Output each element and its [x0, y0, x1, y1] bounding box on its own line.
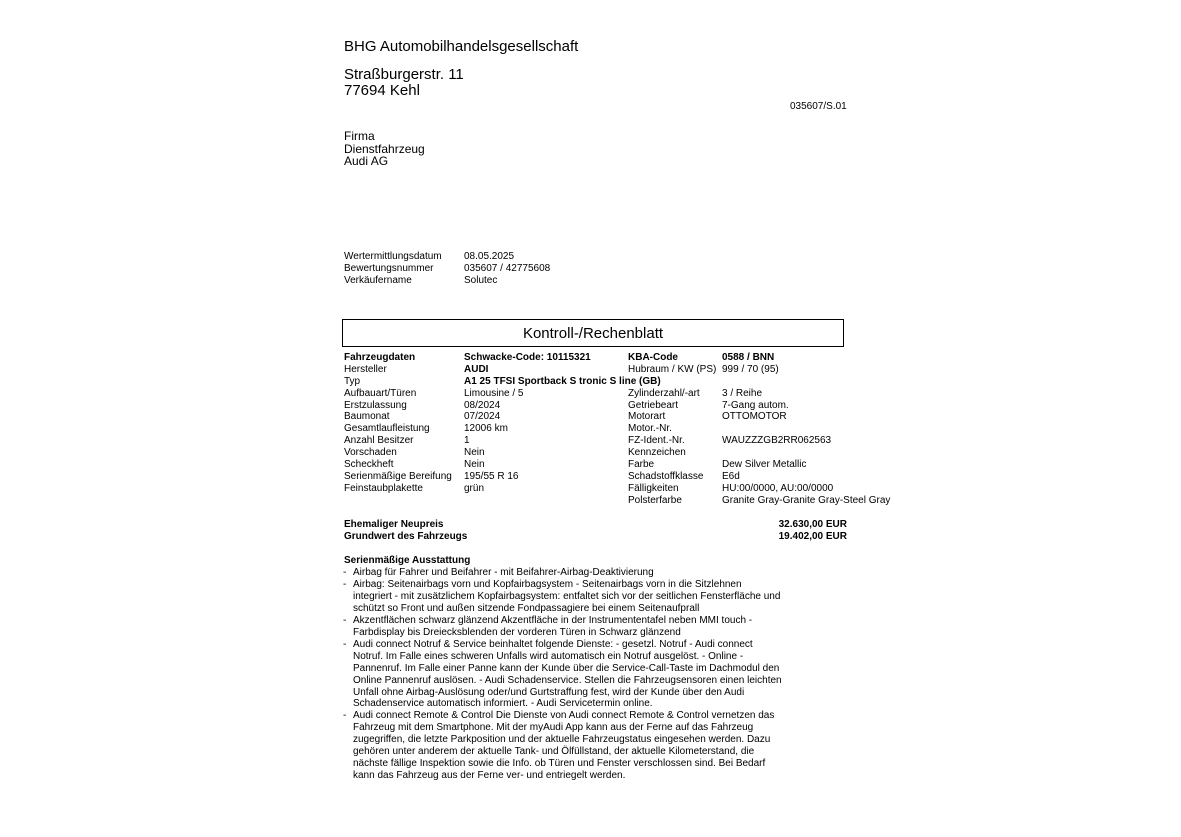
- recipient-block: [344, 130, 425, 168]
- meta-row: [344, 275, 498, 287]
- equipment-list: [343, 567, 783, 782]
- equipment-text: Airbag für Fahrer und Beifahrer - mit Beifahrer-Airbag-Deaktivierung: [353, 567, 654, 578]
- cell: OTTOMOTOR: [722, 411, 787, 423]
- table-row: [344, 388, 889, 400]
- equipment-text: Airbag: Seitenairbags vorn und Kopfairbagsystem - Seitenairbags vorn in die Sitzlehnen integriert - mit zusätzlichem Kopfairbagsystem: entfaltet sich vor der seitlichen Fensterfläche und schützt so Front und außen sitzende Fondpassagiere bei einem Seitenaufprall: [353, 578, 781, 614]
- cell: Getriebeart: [628, 399, 679, 411]
- cell: Granite Gray-Granite Gray-Steel Gray: [722, 494, 891, 506]
- cell: WAUZZZGB2RR062563: [722, 435, 832, 447]
- equipment-text: Audi connect Notruf & Service beinhaltet folgende Dienste: - gesetzl. Notruf - Audi connect Notruf. Im Falle eines schweren Unfalls wird automatisch ein Notruf ausgelöst. - Online -Pannenruf. Im Falle einer Panne kann der Kunde über die Service-Call-Taste im Dachmodul den Online Pannenruf auslösen. - Audi Schadenservice. Stellen die Fahrzeugsensoren einen leichten Unfall ohne Airbag-Auslösung oder/und Gurtstraffung fest, wird der Kunde über den Audi Schadenservice automatisch informiert. - Audi Servicetermin online.: [353, 638, 782, 710]
- table-row: [344, 435, 889, 447]
- cell: Serienmäßige Bereifung: [344, 470, 452, 482]
- cell: Limousine / 5: [464, 387, 524, 399]
- cell: Aufbauart/Türen: [344, 387, 417, 399]
- table-row: [344, 364, 889, 376]
- list-item: - Audi connect Notruf & Service beinhaltet folgende Dienste: - gesetzl. Notruf - Audi connect Notruf. Im Falle eines schweren Unfalls wird automatisch ein Notruf ausgelöst. - Online -Pannenruf. Im Falle einer Panne kann der Kunde über die Service-Call-Taste im Dachmodul den Online Pannenruf auslösen. - Audi Schadenservice. Stellen die Fahrzeugsensoren einen leichten Unfall ohne Airbag-Auslösung oder/und Gurtstraffung fest, wird der Kunde über den Audi Schadenservice automatisch informiert. - Audi Servicetermin online.: [343, 638, 782, 710]
- cell: Baumonat: [344, 411, 390, 423]
- recipient-line: Audi AG: [344, 154, 389, 168]
- table-row: [344, 376, 889, 388]
- table-row: [344, 495, 889, 507]
- cell: Vorschaden: [344, 447, 397, 459]
- cell: Gesamtlaufleistung: [344, 423, 430, 435]
- company-name: BHG Automobilhandelsgesellschaft: [344, 38, 579, 55]
- meta-value: 08.05.2025: [464, 251, 515, 262]
- cell: Fälligkeiten: [628, 482, 679, 494]
- vehicle-data-header: [344, 352, 889, 364]
- meta-value: 035607 / 42775608: [464, 263, 551, 274]
- cell: Schadstoffklasse: [628, 470, 704, 482]
- list-item: - Akzentflächen schwarz glänzend Akzentfläche in der Instrumententafel neben MMI touch -Farbdisplay bis Dreiecksblenden der vorderen Türen in Schwarz glänzend: [343, 614, 753, 638]
- cell: 7-Gang autom.: [722, 399, 789, 411]
- meta-label: Bewertungsnummer: [344, 263, 434, 274]
- table-row: [344, 447, 889, 459]
- cell: Zylinderzahl/-art: [628, 387, 700, 399]
- cell: KBA-Code: [628, 352, 678, 363]
- price-label: Ehemaliger Neupreis: [344, 519, 444, 530]
- cell: Nein: [464, 447, 485, 459]
- recipient-line: Dienstfahrzeug: [344, 141, 425, 156]
- meta-label: Wertermittlungsdatum: [344, 251, 442, 262]
- meta-label: Verkäufername: [344, 275, 412, 286]
- cell: Anzahl Besitzer: [344, 435, 414, 447]
- cell: Motor.-Nr.: [628, 423, 672, 435]
- price-row: [344, 531, 847, 543]
- cell: Polsterfarbe: [628, 494, 682, 506]
- cell: 1: [464, 435, 470, 447]
- price-amount: 32.630,00 EUR: [778, 519, 847, 530]
- cell: grün: [464, 482, 485, 494]
- cell: Farbe: [628, 459, 655, 471]
- price-row: [344, 519, 847, 531]
- reference-number: 035607/S.01: [790, 101, 847, 112]
- list-item: - Audi connect Remote & Control Die Dienste von Audi connect Remote & Control vernetzen das Fahrzeug mit dem Smartphone. Mit der myAudi App kann aus der Ferne auf das Fahrzeug zugegriffen, die letzte Parkposition und der aktuelle Fahrzeugstatus eingesehen werden. Dazu gehören unter anderem der aktuelle Tank- und Ölfüllstand, der aktuelle Kilometerstand, die nächste fällige Inspektion sowie die Info. ob Türen und Fenster verschlossen sind. Bei Bedarf kann das Fahrzeug aus der Ferne ver- und entriegelt werden.: [343, 710, 775, 782]
- meta-row: [344, 251, 515, 263]
- cell: Dew Silver Metallic: [722, 459, 807, 471]
- table-row: [344, 411, 889, 423]
- equipment-title: Serienmäßige Ausstattung: [344, 555, 471, 566]
- cell: 3 / Reihe: [722, 387, 763, 399]
- city: 77694 Kehl: [344, 82, 420, 99]
- price-summary: [344, 519, 847, 543]
- table-row: [344, 400, 889, 412]
- cell: Kennzeichen: [628, 447, 686, 459]
- table-row: [344, 471, 889, 483]
- sheet-title: Kontroll-/Rechenblatt: [342, 319, 844, 347]
- cell: Nein: [464, 459, 485, 471]
- cell: Feinstaubplakette: [344, 482, 423, 494]
- cell: 195/55 R 16: [464, 470, 519, 482]
- price-amount: 19.402,00 EUR: [778, 531, 847, 542]
- cell: A1 25 TFSI Sportback S tronic S line (GB): [464, 375, 661, 387]
- cell: Scheckheft: [344, 459, 394, 471]
- cell: 08/2024: [464, 399, 501, 411]
- cell: Schwacke-Code: 10115321: [464, 352, 591, 363]
- list-item: - Airbag für Fahrer und Beifahrer - mit Beifahrer-Airbag-Deaktivierung: [343, 567, 654, 578]
- cell: Hersteller: [344, 363, 387, 375]
- cell: AUDI: [464, 363, 489, 375]
- cell: 07/2024: [464, 411, 501, 423]
- valuation-meta: [344, 251, 551, 287]
- equipment-text: Audi connect Remote & Control Die Dienste von Audi connect Remote & Control vernetzen das Fahrzeug mit dem Smartphone. Mit der myAudi App kann aus der Ferne auf das Fahrzeug zugegriffen, die letzte Parkposition und der aktuelle Fahrzeugstatus eingesehen werden. Dazu gehören unter anderem der aktuelle Tank- und Ölfüllstand, der aktuelle Kilometerstand, die nächste fällige Inspektion sowie die Info. ob Türen und Fenster verschlossen sind. Bei Bedarf kann das Fahrzeug aus der Ferne ver- und entriegelt werden.: [353, 710, 775, 782]
- cell: E6d: [722, 470, 740, 482]
- table-row: [344, 483, 889, 495]
- street: Straßburgerstr. 11: [344, 66, 464, 83]
- cell: Motorart: [628, 411, 666, 423]
- cell: 0588 / BNN: [722, 352, 775, 363]
- cell: FZ-Ident.-Nr.: [628, 435, 685, 447]
- meta-value: Solutec: [464, 275, 498, 286]
- table-row: [344, 423, 889, 435]
- cell: Fahrzeugdaten: [344, 352, 416, 363]
- cell: 12006 km: [464, 423, 508, 435]
- recipient-line: Firma: [344, 129, 375, 143]
- price-label: Grundwert des Fahrzeugs: [344, 531, 468, 542]
- table-row: [344, 459, 889, 471]
- cell: Erstzulassung: [344, 399, 407, 411]
- equipment-text: Akzentflächen schwarz glänzend Akzentfläche in der Instrumententafel neben MMI touch -Farbdisplay bis Dreiecksblenden der vorderen Türen in Schwarz glänzend: [353, 614, 753, 638]
- list-item: - Airbag: Seitenairbags vorn und Kopfairbagsystem - Seitenairbags vorn in die Sitzlehnen integriert - mit zusätzlichem Kopfairbagsystem: entfaltet sich vor der seitlichen Fensterfläche und schützt so Front und außen sitzende Fondpassagiere bei einem Seitenaufprall: [343, 578, 781, 614]
- company-address: [344, 67, 464, 99]
- cell: HU:00/0000, AU:00/0000: [722, 482, 834, 494]
- cell: Typ: [344, 375, 361, 387]
- cell: Hubraum / KW (PS): [628, 363, 717, 375]
- meta-row: [344, 263, 551, 275]
- vehicle-data-table: [344, 352, 889, 507]
- cell: 999 / 70 (95): [722, 363, 779, 375]
